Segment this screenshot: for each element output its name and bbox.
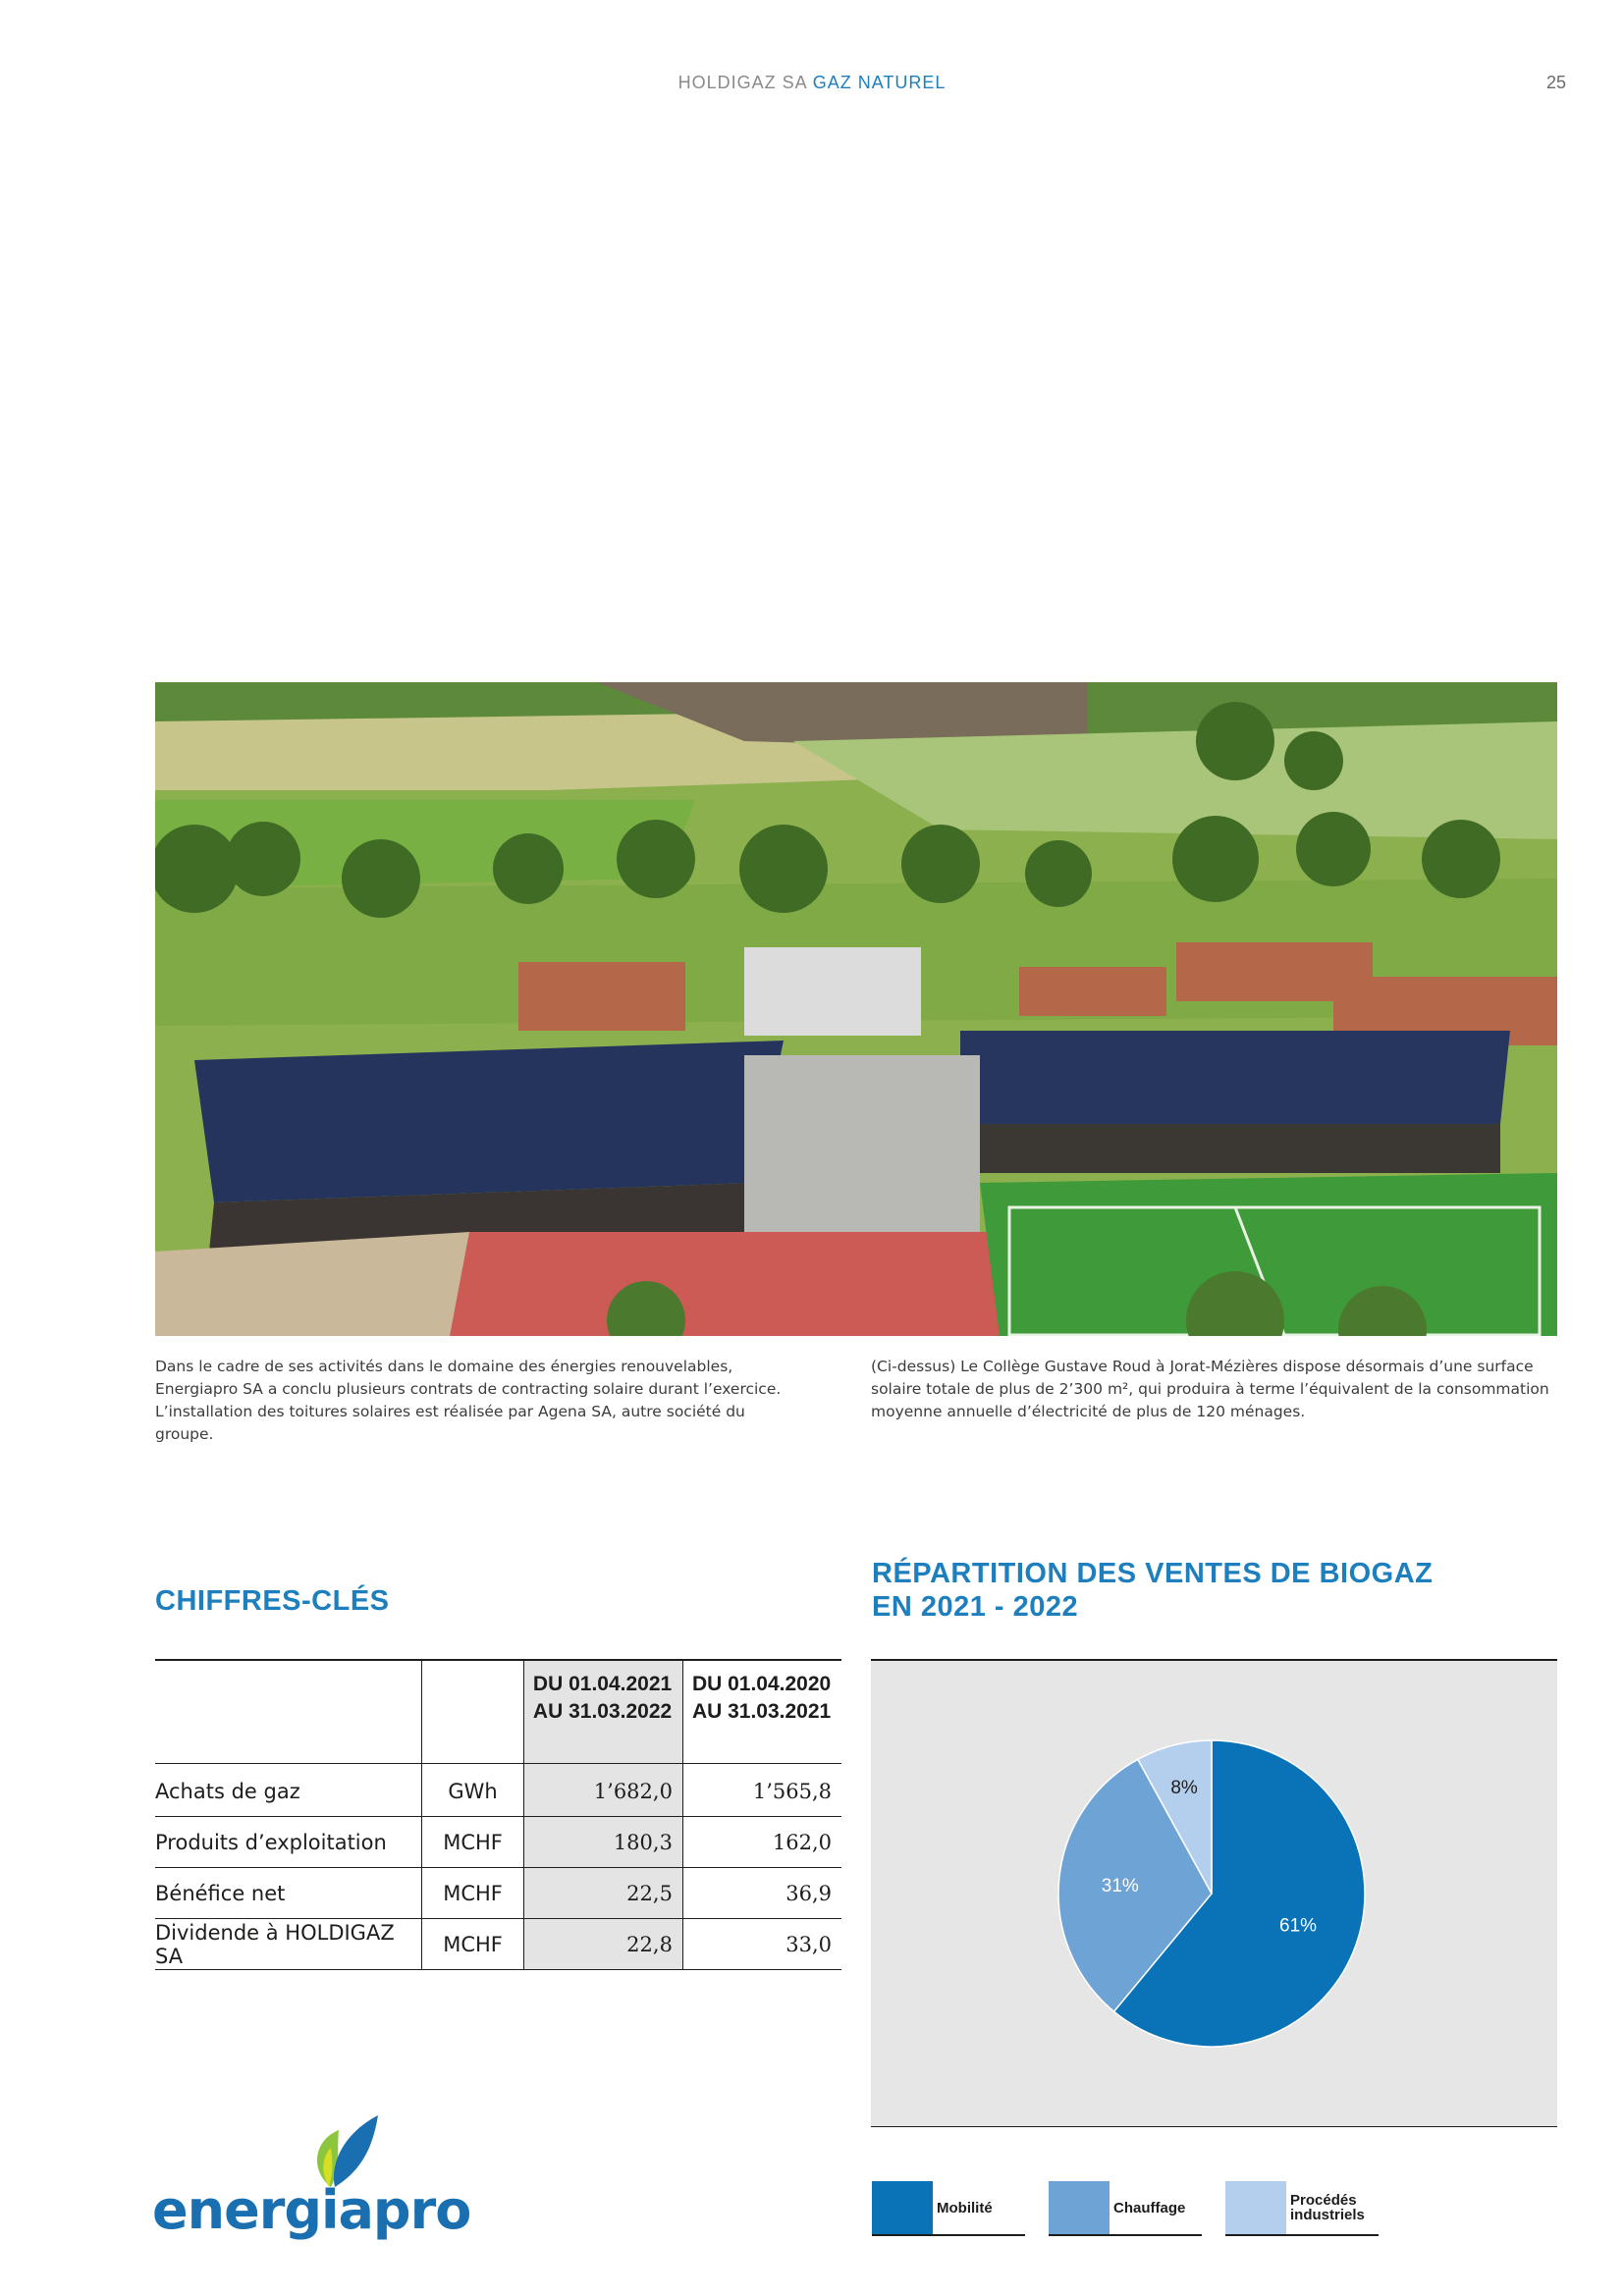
table-row (155, 1817, 841, 1868)
row-label: Dividende à HOLDIGAZ SA (155, 1919, 422, 1970)
table-row (155, 1919, 841, 1970)
header-empty-label (155, 1660, 422, 1764)
key-figures-title: CHIFFRES-CLÉS (155, 1585, 390, 1617)
row-current-value: 22,8 (523, 1919, 682, 1970)
biogas-title-line1: RÉPARTITION DES VENTES DE BIOGAZ (872, 1558, 1434, 1589)
running-header (0, 73, 1624, 93)
legend-item-procedes-industriels (1225, 2181, 1379, 2236)
row-label: Produits d’exploitation (155, 1817, 422, 1868)
legend-label-chauffage: Chauffage (1113, 2199, 1186, 2216)
legend-item-chauffage (1049, 2181, 1202, 2236)
table-header-row (155, 1660, 841, 1764)
period-current-from: DU 01.04.2021 (532, 1673, 673, 1695)
row-current-value: 1’682,0 (523, 1766, 682, 1817)
period-current-to: AU 31.03.2022 (532, 1700, 673, 1723)
row-previous-value: 1’565,8 (682, 1766, 841, 1817)
biogas-title-line2: EN 2021 - 2022 (872, 1591, 1079, 1623)
legend-swatch-mobilite (872, 2181, 933, 2234)
legend-label-mobilite: Mobilité (937, 2199, 993, 2216)
key-figures-table (155, 1659, 841, 1970)
period-previous-from: DU 01.04.2020 (691, 1673, 832, 1695)
biogas-chart-title (872, 1557, 1559, 1624)
header-period-current (523, 1660, 682, 1764)
header-empty-unit (422, 1660, 524, 1764)
pie-label-mobilite: 61% (1279, 1915, 1318, 1937)
legend-label-procedes-line1: Procédés (1290, 2192, 1357, 2209)
header-company: HOLDIGAZ SA (677, 73, 807, 92)
row-current-value: 180,3 (523, 1817, 682, 1868)
row-previous-value: 36,9 (682, 1868, 841, 1919)
energiapro-logo (152, 2110, 476, 2248)
page-number: 25 (1545, 73, 1566, 92)
pie-label-procedes-industriels: 8% (1170, 1778, 1198, 1799)
legend-item-mobilite (872, 2181, 1025, 2236)
logo-wordmark: energiapro (152, 2179, 471, 2241)
row-previous-value: 33,0 (682, 1919, 841, 1970)
leaf-icon (270, 2110, 407, 2189)
legend-swatch-chauffage (1049, 2181, 1110, 2234)
row-unit: GWh (422, 1766, 524, 1817)
row-label: Bénéfice net (155, 1868, 422, 1919)
table-row (155, 1868, 841, 1919)
legend-swatch-procedes (1225, 2181, 1286, 2234)
row-unit: MCHF (422, 1919, 524, 1970)
pie-label-chauffage: 31% (1101, 1876, 1139, 1897)
pie-chart (871, 1661, 1557, 2126)
aerial-photo-school-solar-roofs (155, 682, 1557, 1336)
pie-chart-panel (871, 1659, 1557, 2127)
row-label: Achats de gaz (155, 1766, 422, 1817)
row-previous-value: 162,0 (682, 1817, 841, 1868)
caption-left: Dans le cadre de ses activités dans le domaine des énergies renouvelables, Energiapro SA a conclu plusieurs contrats de contracting solaire durant l’exercice. L’installation des toitures solaires est réalisée par Agena SA, autre société du groupe. (155, 1358, 782, 1443)
table-row (155, 1766, 841, 1817)
header-section: GAZ NATUREL (812, 73, 947, 92)
legend-label-procedes-line2: industriels (1290, 2207, 1365, 2223)
period-previous-to: AU 31.03.2021 (691, 1700, 832, 1723)
caption-right: (Ci-dessus) Le Collège Gustave Roud à Jorat-Mézières dispose désormais d’une surface solaire totale de plus de 2’300 m², qui produira à terme l’équivalent de la consommation moyenne annuelle d’électricité de plus de 120 ménages. (871, 1358, 1549, 1420)
header-period-previous (682, 1660, 841, 1764)
row-unit: MCHF (422, 1817, 524, 1868)
row-unit: MCHF (422, 1868, 524, 1919)
row-current-value: 22,5 (523, 1868, 682, 1919)
photo-illustration (155, 682, 1557, 1336)
